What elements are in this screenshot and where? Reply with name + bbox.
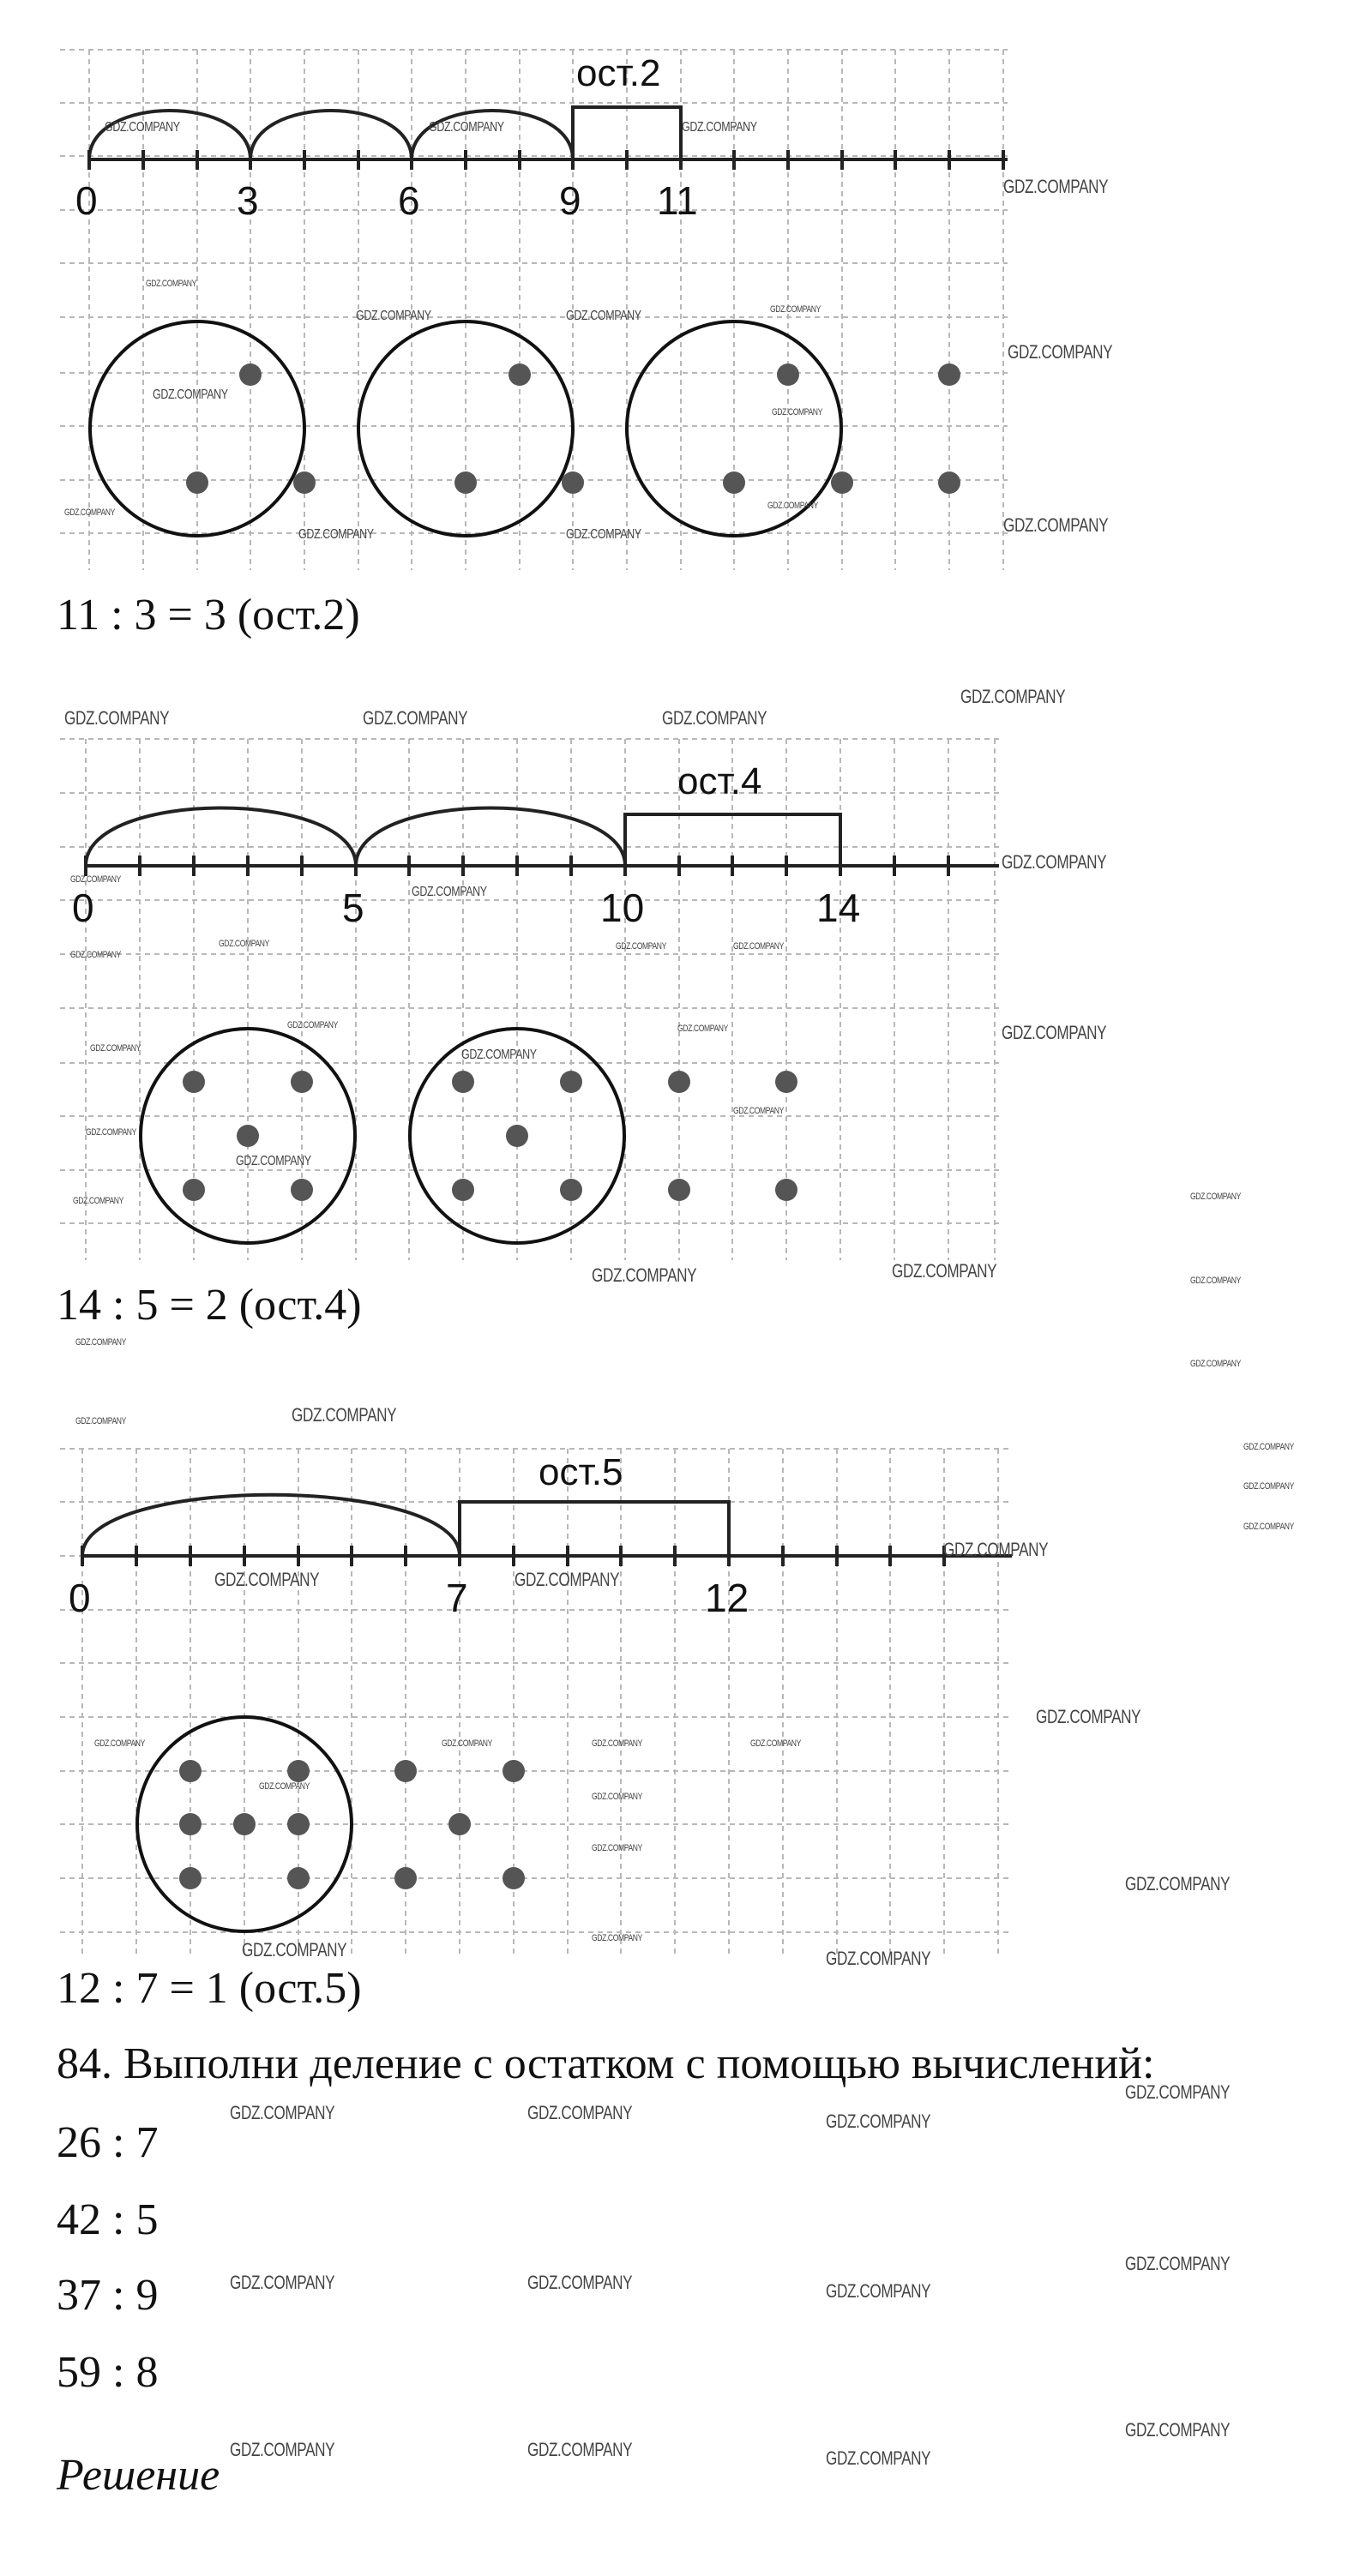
watermark: GDZ.COMPANY bbox=[1125, 1873, 1231, 1894]
watermark: GDZ.COMPANY bbox=[592, 1933, 642, 1943]
dot bbox=[179, 1760, 202, 1782]
watermark: GDZ.COMPANY bbox=[1190, 1276, 1241, 1286]
watermark: GDZ.COMPANY bbox=[236, 1154, 311, 1168]
dot bbox=[668, 1179, 690, 1201]
watermark: GDZ.COMPANY bbox=[592, 1738, 642, 1749]
tick-label: 0 bbox=[72, 886, 94, 930]
watermark: GDZ.COMPANY bbox=[75, 1416, 126, 1426]
watermark: GDZ.COMPANY bbox=[363, 707, 468, 729]
watermark: GDZ.COMPANY bbox=[70, 874, 121, 885]
jump-arc bbox=[82, 1495, 460, 1556]
remainder-label: ост.5 bbox=[539, 1451, 623, 1493]
watermark: GDZ.COMPANY bbox=[146, 279, 196, 289]
dot bbox=[938, 363, 960, 386]
watermark: GDZ.COMPANY bbox=[1243, 1442, 1294, 1452]
tick-label: 7 bbox=[446, 1576, 468, 1620]
dot bbox=[668, 1071, 690, 1093]
watermark: GDZ.COMPANY bbox=[826, 2447, 931, 2469]
watermark: GDZ.COMPANY bbox=[733, 1106, 784, 1116]
tick-label: 9 bbox=[559, 178, 581, 223]
equation-3: 12 : 7 = 1 (ост.5) bbox=[57, 1964, 362, 2013]
watermark: GDZ.COMPANY bbox=[153, 387, 228, 402]
watermark: GDZ.COMPANY bbox=[461, 1048, 537, 1062]
dot bbox=[183, 1071, 205, 1093]
tick-label: 10 bbox=[600, 886, 645, 930]
watermark: GDZ.COMPANY bbox=[767, 501, 818, 511]
solution-label: Решение bbox=[57, 2451, 220, 2500]
watermark: GDZ.COMPANY bbox=[566, 309, 641, 323]
equation-2: 14 : 5 = 2 (ост.4) bbox=[57, 1281, 362, 1330]
dot bbox=[233, 1813, 256, 1835]
dot bbox=[454, 471, 477, 494]
figure-2-dots bbox=[183, 1071, 797, 1201]
watermark: GDZ.COMPANY bbox=[1243, 1481, 1294, 1492]
watermark: GDZ.COMPANY bbox=[1003, 176, 1109, 197]
tick-label: 14 bbox=[816, 886, 861, 930]
watermark: GDZ.COMPANY bbox=[1125, 2253, 1231, 2274]
watermark: GDZ.COMPANY bbox=[662, 707, 767, 729]
watermark: GDZ.COMPANY bbox=[616, 941, 666, 952]
dot bbox=[502, 1867, 525, 1889]
figure-2-number-line bbox=[86, 856, 999, 876]
tick-label: 0 bbox=[75, 178, 98, 223]
watermark: GDZ.COMPANY bbox=[826, 2111, 931, 2132]
watermark: GDZ.COMPANY bbox=[943, 1539, 1049, 1560]
tick-label: 6 bbox=[398, 178, 420, 223]
figure-3-grid bbox=[60, 1449, 1012, 1955]
remainder-label: ост.2 bbox=[576, 52, 661, 94]
remainder-bracket bbox=[460, 1502, 729, 1556]
watermark: GDZ.COMPANY bbox=[1002, 851, 1107, 873]
problem-item: 26 : 7 bbox=[57, 2118, 159, 2167]
watermark: GDZ.COMPANY bbox=[515, 1569, 620, 1590]
watermark: GDZ.COMPANY bbox=[772, 407, 822, 417]
watermark: GDZ.COMPANY bbox=[592, 1264, 697, 1286]
dot bbox=[938, 471, 960, 494]
dot bbox=[237, 1125, 259, 1147]
watermark: GDZ.COMPANY bbox=[356, 309, 431, 323]
watermark: GDZ.COMPANY bbox=[960, 686, 1066, 707]
watermark: GDZ.COMPANY bbox=[242, 1939, 347, 1961]
watermark: GDZ.COMPANY bbox=[259, 1781, 310, 1792]
tick-label: 12 bbox=[705, 1576, 749, 1620]
watermark: GDZ.COMPANY bbox=[826, 2280, 931, 2302]
watermark: GDZ.COMPANY bbox=[75, 1337, 126, 1348]
dot bbox=[560, 1179, 582, 1201]
watermark: GDZ.COMPANY bbox=[94, 1738, 145, 1749]
watermark: GDZ.COMPANY bbox=[105, 120, 180, 135]
watermark: GDZ.COMPANY bbox=[826, 1948, 931, 1969]
dot bbox=[775, 1071, 797, 1093]
figure-1-number-line bbox=[89, 150, 1008, 170]
dot bbox=[239, 363, 262, 386]
dot bbox=[186, 471, 208, 494]
dot bbox=[560, 1071, 582, 1093]
dot bbox=[831, 471, 853, 494]
watermark: GDZ.COMPANY bbox=[1125, 2081, 1231, 2103]
watermark: GDZ.COMPANY bbox=[429, 120, 504, 135]
jump-arc bbox=[250, 111, 412, 159]
dot bbox=[452, 1179, 474, 1201]
figure-3-diagram bbox=[0, 1432, 1348, 1980]
tick-label: 5 bbox=[342, 886, 364, 930]
dot bbox=[291, 1179, 313, 1201]
dot bbox=[502, 1760, 525, 1782]
watermark: GDZ.COMPANY bbox=[230, 2439, 335, 2460]
watermark: GDZ.COMPANY bbox=[677, 1024, 728, 1034]
watermark: GDZ.COMPANY bbox=[892, 1260, 997, 1282]
dot bbox=[777, 363, 799, 386]
watermark: GDZ.COMPANY bbox=[527, 2102, 633, 2123]
watermark: GDZ.COMPANY bbox=[214, 1569, 320, 1590]
dot bbox=[775, 1179, 797, 1201]
watermark: GDZ.COMPANY bbox=[1190, 1359, 1241, 1369]
watermark: GDZ.COMPANY bbox=[733, 941, 784, 952]
figure-2-diagram bbox=[0, 729, 1348, 1277]
watermark: GDZ.COMPANY bbox=[86, 1127, 136, 1138]
jump-arc bbox=[86, 808, 356, 867]
tick-label: 3 bbox=[237, 178, 259, 223]
watermark: GDZ.COMPANY bbox=[566, 527, 641, 542]
dot bbox=[287, 1760, 310, 1782]
watermark: GDZ.COMPANY bbox=[527, 2439, 633, 2460]
watermark: GDZ.COMPANY bbox=[1243, 1522, 1294, 1532]
watermark: GDZ.COMPANY bbox=[592, 1843, 642, 1853]
dot bbox=[179, 1867, 202, 1889]
watermark: GDZ.COMPANY bbox=[527, 2272, 633, 2293]
watermark: GDZ.COMPANY bbox=[750, 1738, 801, 1749]
watermark: GDZ.COMPANY bbox=[298, 527, 374, 542]
dot bbox=[394, 1867, 417, 1889]
figure-2-groups bbox=[141, 1029, 624, 1243]
problem-item: 37 : 9 bbox=[57, 2271, 159, 2320]
watermark: GDZ.COMPANY bbox=[592, 1792, 642, 1802]
dot bbox=[562, 471, 584, 494]
dot bbox=[452, 1071, 474, 1093]
dot bbox=[394, 1760, 417, 1782]
dot bbox=[291, 1071, 313, 1093]
watermark: GDZ.COMPANY bbox=[70, 950, 121, 960]
dot bbox=[723, 471, 745, 494]
watermark: GDZ.COMPANY bbox=[442, 1738, 492, 1749]
watermark: GDZ.COMPANY bbox=[1003, 514, 1109, 536]
jump-arc bbox=[356, 808, 625, 867]
watermark: GDZ.COMPANY bbox=[219, 939, 269, 949]
watermark: GDZ.COMPANY bbox=[1190, 1192, 1241, 1202]
problem-item: 59 : 8 bbox=[57, 2348, 159, 2397]
tick-label: 0 bbox=[69, 1576, 91, 1620]
watermark: GDZ.COMPANY bbox=[90, 1043, 141, 1054]
watermark: GDZ.COMPANY bbox=[230, 2272, 335, 2293]
tick-label: 11 bbox=[657, 178, 698, 223]
figure-3-number-line bbox=[82, 1546, 1012, 1566]
dot bbox=[293, 471, 316, 494]
dot bbox=[287, 1867, 310, 1889]
dot bbox=[179, 1813, 202, 1835]
watermark: GDZ.COMPANY bbox=[292, 1404, 397, 1426]
remainder-label: ост.4 bbox=[677, 760, 762, 802]
figure-1-diagram bbox=[0, 34, 1348, 583]
watermark: GDZ.COMPANY bbox=[230, 2102, 335, 2123]
dot bbox=[448, 1813, 471, 1835]
watermark: GDZ.COMPANY bbox=[1008, 341, 1113, 363]
watermark: GDZ.COMPANY bbox=[412, 885, 487, 899]
problem-item: 42 : 5 bbox=[57, 2195, 159, 2244]
watermark: GDZ.COMPANY bbox=[1036, 1706, 1141, 1727]
watermark: GDZ.COMPANY bbox=[287, 1020, 338, 1030]
watermark: GDZ.COMPANY bbox=[770, 304, 821, 315]
watermark: GDZ.COMPANY bbox=[73, 1196, 123, 1206]
dot bbox=[509, 363, 531, 386]
watermark: GDZ.COMPANY bbox=[64, 707, 170, 729]
watermark: GDZ.COMPANY bbox=[1002, 1022, 1107, 1043]
watermark: GDZ.COMPANY bbox=[1125, 2419, 1231, 2441]
dot bbox=[506, 1125, 528, 1147]
dot bbox=[183, 1179, 205, 1201]
task-heading: 84. Выполни деление с остатком с помощью вычислений: bbox=[57, 2039, 1155, 2088]
equation-1: 11 : 3 = 3 (ост.2) bbox=[57, 591, 360, 639]
watermark: GDZ.COMPANY bbox=[682, 120, 757, 135]
dot bbox=[287, 1813, 310, 1835]
watermark: GDZ.COMPANY bbox=[64, 507, 115, 518]
